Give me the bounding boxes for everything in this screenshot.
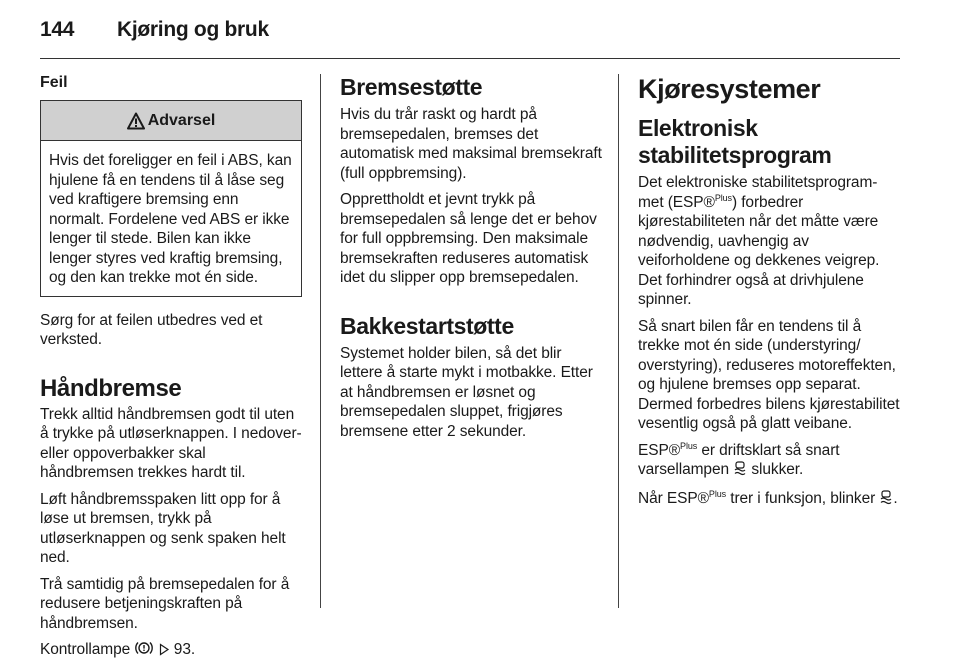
esp-paragraph-4	[638, 489, 900, 511]
warning-header	[41, 101, 301, 141]
warning-box	[40, 100, 302, 297]
esp-p3-end: slukker.	[747, 461, 804, 478]
esp-paragraph-3	[638, 441, 900, 482]
handbrake-heading: Håndbremse	[40, 374, 182, 402]
column-middle	[340, 74, 602, 448]
esp-warning-lamp-icon	[733, 461, 747, 482]
header-divider	[40, 58, 900, 59]
esp-plus-superscript: Plus	[714, 192, 732, 203]
page-header	[40, 18, 269, 48]
indicator-label: Kontrollampe	[40, 641, 131, 658]
esp-plus-superscript: Plus	[708, 488, 727, 499]
brake-assist-paragraph-2: Opprettholdt et jevnt trykk på bremsepedalen så lenge det er behov for full oppbremsing. Den maksimale bremsekraften reduseres automatisk idet du slipper opp bremsepedalen.	[340, 191, 597, 286]
page-reference-arrow-icon	[159, 642, 170, 662]
brake-assist-heading: Bremsestøtte	[340, 74, 483, 100]
column-left	[40, 74, 302, 669]
indicator-page-ref[interactable]: 93.	[173, 641, 196, 658]
page-number: 144	[40, 18, 75, 41]
indicator-line	[40, 640, 302, 662]
warning-text: Hvis det foreligger en feil i ABS, kan hjulene få en tendens til å låse seg ved kraftigere bremsing enn normalt. Fordelene ved ABS er ikke lenger til stede. Bilen kan ikke lenger styres ved kraftig bremsing, og den kan trekke mot én side.	[49, 152, 292, 286]
column-right	[638, 74, 900, 517]
spacer	[40, 357, 302, 375]
column-divider-1	[320, 74, 321, 608]
fault-text: Sørg for at feilen utbedres ved et verksted.	[40, 311, 263, 348]
esp-p4-start: Når ESP®	[638, 489, 709, 507]
warning-triangle-icon	[127, 112, 145, 130]
handbrake-paragraph-3: Trå samtidig på bremsepedalen for å redusere betjeningskraften på håndbremsen.	[40, 575, 290, 632]
esp-paragraph-1	[638, 173, 900, 310]
esp-paragraph-2: Så snart bilen får en tendens til å trekke mot én side (understyring/ overstyring), reduseres motoreffekten, og hjulene bremses opp separat. Dermed forbedres bilens kjørestabilitet vesentlig også på glatt veibane.	[638, 317, 900, 432]
esp-heading: Elektronisk stabilitetsprogram	[638, 115, 832, 168]
esp-p1-start: Det elektroniske stabilitetsprogram-met (ESP®	[638, 174, 878, 211]
driving-systems-heading: Kjøresystemer	[638, 74, 821, 104]
handbrake-paragraph-1: Trekk alltid håndbremsen godt til uten å trykke på utløserknappen. I nedover- eller oppoverbakker skal håndbremsen trekkes hardt til.	[40, 405, 302, 481]
spacer	[340, 295, 602, 313]
chapter-title: Kjøring og bruk	[117, 18, 269, 41]
warning-title: Advarsel	[147, 111, 216, 129]
esp-p4-mid: trer i funksjon, blinker	[726, 489, 876, 507]
esp-plus-superscript: Plus	[680, 440, 698, 451]
esp-warning-lamp-icon	[879, 490, 893, 511]
brake-warning-icon	[134, 640, 154, 662]
esp-p4-end: .	[893, 489, 898, 507]
fault-heading: Feil	[40, 74, 68, 91]
column-divider-2	[618, 74, 619, 608]
esp-p3-mid: er driftsklart så snart varsellampen	[638, 441, 840, 478]
handbrake-paragraph-2: Løft håndbremsspaken litt opp for å løse ut bremsen, trykk på utløserknappen og senk spaken helt ned.	[40, 490, 286, 566]
hill-start-paragraph: Systemet holder bilen, så det blir lettere å starte mykt i motbakke. Etter at håndbremsen er løsnet og bremsepedalen sluppet, frigjøres bremsene etter 2 sekunder.	[340, 344, 593, 440]
brake-assist-paragraph-1: Hvis du trår raskt og hardt på bremsepedalen, bremses det automatisk med maksimal bremsekraft (full oppbremsing).	[340, 106, 602, 182]
esp-p1-end: ) forbedrer kjørestabiliteten når det måtte være nødvendig, uavhengig av veiforholdene og dekkenes veigrep. Det forhindrer også at drivhjulene spinner.	[638, 193, 880, 308]
esp-p3-start: ESP®	[638, 441, 681, 459]
hill-start-heading: Bakkestartstøtte	[340, 312, 514, 339]
warning-body	[41, 141, 301, 296]
